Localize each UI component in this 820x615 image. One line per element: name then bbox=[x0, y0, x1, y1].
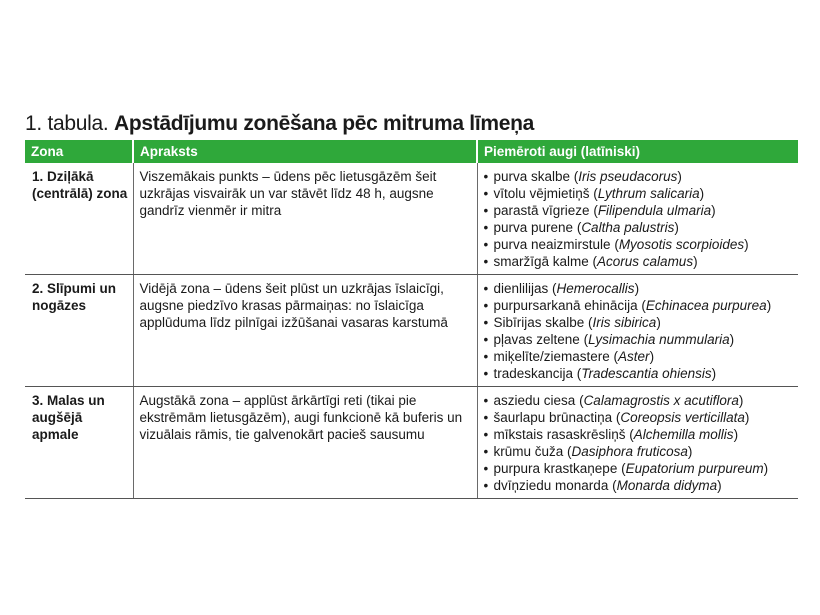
plant-latin-name: Acorus calamus bbox=[597, 254, 694, 269]
bullet-icon: • bbox=[483, 237, 489, 252]
plant-common-name: parastā vīgrieze bbox=[493, 203, 590, 218]
plant-latin-name: Eupatorium purpureum bbox=[625, 461, 764, 476]
plant-list-item: • vītolu vējmietiņš (Lythrum salicaria) bbox=[483, 186, 705, 201]
plant-list-item: • purva neaizmirstule (Myosotis scorpioides) bbox=[483, 237, 749, 252]
bullet-icon: • bbox=[483, 366, 489, 381]
plant-list-item: • miķelīte/ziemastere (Aster) bbox=[483, 349, 655, 364]
plant-latin-name: Lythrum salicaria bbox=[597, 186, 700, 201]
plant-latin-name: Iris pseudacorus bbox=[578, 169, 678, 184]
plant-latin-name: Caltha palustris bbox=[581, 220, 675, 235]
column-header-description: Apraksts bbox=[133, 140, 477, 163]
bullet-icon: • bbox=[483, 186, 489, 201]
plant-latin-name: Filipendula ulmaria bbox=[597, 203, 712, 218]
bullet-icon: • bbox=[483, 315, 489, 330]
plant-list bbox=[484, 392, 795, 494]
table-header-row bbox=[25, 140, 798, 163]
table-row bbox=[25, 275, 798, 387]
plant-common-name: pļavas zeltene bbox=[493, 332, 580, 347]
table-container bbox=[25, 110, 798, 499]
bullet-icon: • bbox=[483, 254, 489, 269]
plant-list bbox=[484, 168, 795, 270]
plants-cell bbox=[477, 387, 798, 499]
plant-list bbox=[484, 280, 795, 382]
table-row bbox=[25, 387, 798, 499]
plant-common-name: purva skalbe bbox=[493, 169, 571, 184]
plant-common-name: vītolu vējmietiņš bbox=[493, 186, 590, 201]
plant-latin-name: Lysimachia nummularia bbox=[588, 332, 730, 347]
plant-latin-name: Calamagrostis x acutiflora bbox=[583, 393, 739, 408]
plant-list-item: • purva purene (Caltha palustris) bbox=[483, 220, 679, 235]
plant-latin-name: Myosotis scorpioides bbox=[618, 237, 745, 252]
zone-cell: 1. Dziļākā (centrālā) zona bbox=[25, 163, 133, 275]
bullet-icon: • bbox=[483, 427, 489, 442]
plant-latin-name: Coreopsis verticillata bbox=[620, 410, 745, 425]
plants-cell bbox=[477, 275, 798, 387]
column-header-zone: Zona bbox=[25, 140, 133, 163]
zoning-table bbox=[25, 140, 798, 499]
plant-common-name: krūmu čuža bbox=[493, 444, 564, 459]
plant-latin-name: Alchemilla mollis bbox=[633, 427, 734, 442]
description-cell: Vidējā zona – ūdens šeit plūst un uzkrājas īslaicīgi, augsne piedzīvo krasas pārmaiņas: no īslaicīga applūduma līdz pilnīgai izžūšanai vasaras karstumā bbox=[133, 275, 477, 387]
plant-list-item: • purpura krastkaņepe (Eupatorium purpureum) bbox=[483, 461, 769, 476]
plant-list-item: • pļavas zeltene (Lysimachia nummularia) bbox=[483, 332, 735, 347]
bullet-icon: • bbox=[483, 478, 489, 493]
table-caption-number: 1. tabula. bbox=[25, 112, 109, 135]
plant-common-name: šaurlapu brūnactiņa bbox=[493, 410, 613, 425]
plant-latin-name: Iris sibirica bbox=[592, 315, 657, 330]
zone-cell: 3. Malas un augšējā apmale bbox=[25, 387, 133, 499]
bullet-icon: • bbox=[483, 220, 489, 235]
plant-common-name: purva purene bbox=[493, 220, 574, 235]
plant-common-name: asziedu ciesa bbox=[493, 393, 576, 408]
zone-cell: 2. Slīpumi un nogāzes bbox=[25, 275, 133, 387]
plant-latin-name: Dasiphora fruticosa bbox=[571, 444, 688, 459]
bullet-icon: • bbox=[483, 332, 489, 347]
plant-latin-name: Echinacea purpurea bbox=[645, 298, 767, 313]
plant-common-name: purva neaizmirstule bbox=[493, 237, 611, 252]
bullet-icon: • bbox=[483, 461, 489, 476]
plant-list-item: • mīkstais rasaskrēsliņš (Alchemilla mollis) bbox=[483, 427, 739, 442]
plant-latin-name: Hemerocallis bbox=[556, 281, 635, 296]
plant-list-item: • Sibīrijas skalbe (Iris sibirica) bbox=[483, 315, 661, 330]
plant-list-item: • dvīņziedu monarda (Monarda didyma) bbox=[483, 478, 722, 493]
plant-latin-name: Monarda didyma bbox=[616, 478, 718, 493]
bullet-icon: • bbox=[483, 281, 489, 296]
plant-list-item: • asziedu ciesa (Calamagrostis x acutiflora) bbox=[483, 393, 744, 408]
plant-common-name: dvīņziedu monarda bbox=[493, 478, 609, 493]
plant-list-item: • dienlilijas (Hemerocallis) bbox=[483, 281, 640, 296]
column-header-plants: Piemēroti augi (latīniski) bbox=[477, 140, 798, 163]
plant-common-name: smaržīgā kalme bbox=[493, 254, 589, 269]
plant-list-item: • smaržīgā kalme (Acorus calamus) bbox=[483, 254, 698, 269]
plant-common-name: tradeskancija bbox=[493, 366, 574, 381]
bullet-icon: • bbox=[483, 410, 489, 425]
plant-list-item: • purva skalbe (Iris pseudacorus) bbox=[483, 169, 682, 184]
table-row bbox=[25, 163, 798, 275]
description-cell: Augstākā zona – applūst ārkārtīgi reti (tikai pie ekstrēmām lietusgāzēm), augi funkcionē kā buferis un vizuālais rāmis, tie galvenokārt pacieš sausumu bbox=[133, 387, 477, 499]
plant-list-item: • parastā vīgrieze (Filipendula ulmaria) bbox=[483, 203, 716, 218]
plants-cell bbox=[477, 163, 798, 275]
bullet-icon: • bbox=[483, 203, 489, 218]
bullet-icon: • bbox=[483, 298, 489, 313]
plant-common-name: Sibīrijas skalbe bbox=[493, 315, 585, 330]
plant-common-name: mīkstais rasaskrēsliņš bbox=[493, 427, 626, 442]
plant-list-item: • šaurlapu brūnactiņa (Coreopsis verticillata) bbox=[483, 410, 750, 425]
plant-list-item: • tradeskancija (Tradescantia ohiensis) bbox=[483, 366, 717, 381]
bullet-icon: • bbox=[483, 393, 489, 408]
bullet-icon: • bbox=[483, 169, 489, 184]
plant-latin-name: Aster bbox=[618, 349, 650, 364]
plant-list-item: • krūmu čuža (Dasiphora fruticosa) bbox=[483, 444, 693, 459]
table-caption bbox=[25, 110, 798, 140]
plant-common-name: miķelīte/ziemastere bbox=[493, 349, 610, 364]
plant-common-name: purpura krastkaņepe bbox=[493, 461, 618, 476]
plant-latin-name: Tradescantia ohiensis bbox=[581, 366, 712, 381]
plant-list-item: • purpursarkanā ehinācija (Echinacea purpurea) bbox=[483, 298, 772, 313]
bullet-icon: • bbox=[483, 349, 489, 364]
table-caption-title: Apstādījumu zonēšana pēc mitruma līmeņa bbox=[113, 112, 535, 135]
description-cell: Viszemākais punkts – ūdens pēc lietusgāzēm šeit uzkrājas visvairāk un var stāvēt līdz 48 h, augsne gandrīz vienmēr ir mitra bbox=[133, 163, 477, 275]
bullet-icon: • bbox=[483, 444, 489, 459]
plant-common-name: dienlilijas bbox=[493, 281, 549, 296]
plant-common-name: purpursarkanā ehinācija bbox=[493, 298, 638, 313]
